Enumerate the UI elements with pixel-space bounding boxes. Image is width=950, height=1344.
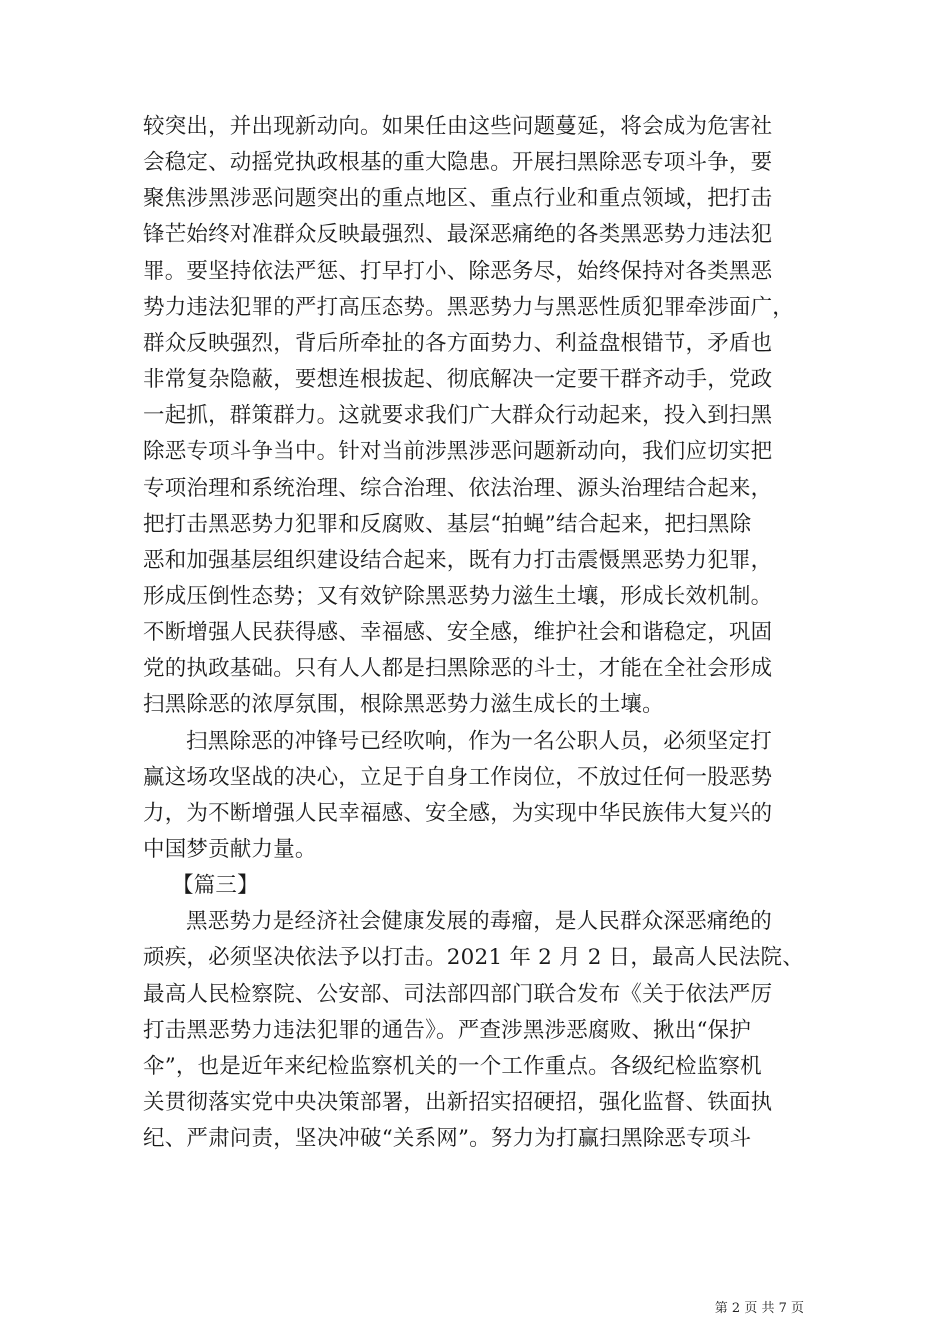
page-number: 第 2 页 共 7 页: [714, 1301, 804, 1316]
text-line: 最高人民检察院、公安部、司法部四部门联合发布《关于依法严厉: [143, 981, 773, 1007]
text-line: 罪。要坚持依法严惩、打早打小、除恶务尽，始终保持对各类黑恶: [143, 258, 773, 284]
text-line: 打击黑恶势力违法犯罪的通告》。严查涉黑涉恶腐败、揪出“保护: [143, 1017, 752, 1043]
text-line: 把打击黑恶势力犯罪和反腐败、基层“拍蝇”结合起来，把扫黑除: [143, 511, 752, 537]
text-line: 中国梦贡献力量。: [143, 837, 317, 862]
text-line: 黑恶势力是经济社会健康发展的毒瘤，是人民群众深恶痛绝的: [186, 909, 772, 935]
text-line: 不断增强人民获得感、幸福感、安全感，维护社会和谐稳定，巩固: [143, 620, 773, 646]
text-line: 纪、严肃问责，坚决冲破“关系网”。努力为打赢扫黑除恶专项斗: [143, 1126, 752, 1152]
text-line: 非常复杂隐蔽，要想连根拔起、彻底解决一定要干群齐动手，党政: [143, 367, 773, 393]
text-line: 会稳定、动摇党执政根基的重大隐患。开展扫黑除恶专项斗争，要: [143, 150, 773, 176]
text-line: 伞”，也是近年来纪检监察机关的一个工作重点。各级纪检监察机: [143, 1053, 762, 1079]
section-heading: 【篇三】: [172, 873, 259, 899]
text-line: 除恶专项斗争当中。针对当前涉黑涉恶问题新动向，我们应切实把: [143, 439, 773, 465]
text-line: 势力违法犯罪的严打高压态势。黑恶势力与黑恶性质犯罪牵涉面广，: [143, 294, 795, 320]
text-line: 力，为不断增强人民幸福感、安全感，为实现中华民族伟大复兴的: [143, 800, 773, 826]
text-line: 顽疾，必须坚决依法予以打击。2021 年 2 月 2 日，最高人民法院、: [143, 945, 804, 971]
text-line: 群众反映强烈，背后所牵扯的各方面势力、利益盘根错节，矛盾也: [143, 330, 773, 356]
text-line: 党的执政基础。只有人人都是扫黑除恶的斗士，才能在全社会形成: [143, 656, 773, 682]
text-line: 扫黑除恶的冲锋号已经吹响，作为一名公职人员，必须坚定打: [186, 728, 772, 754]
text-line: 恶和加强基层组织建设结合起来，既有力打击震慑黑恶势力犯罪，: [143, 547, 773, 573]
text-line: 一起抓，群策群力。这就要求我们广大群众行动起来，投入到扫黑: [143, 403, 773, 429]
text-line: 赢这场攻坚战的决心，立足于自身工作岗位，不放过任何一股恶势: [143, 764, 773, 790]
text-line: 聚焦涉黑涉恶问题突出的重点地区、重点行业和重点领域，把打击: [143, 186, 773, 212]
text-line: 专项治理和系统治理、综合治理、依法治理、源头治理结合起来，: [143, 475, 773, 501]
text-line: 形成压倒性态势；又有效铲除黑恶势力滋生土壤，形成长效机制。: [143, 583, 773, 609]
text-line: 锋芒始终对准群众反映最强烈、最深恶痛绝的各类黑恶势力违法犯: [143, 222, 773, 248]
text-line: 关贯彻落实党中央决策部署，出新招实招硬招，强化监督、铁面执: [143, 1090, 773, 1116]
text-line: 较突出，并出现新动向。如果任由这些问题蔓延，将会成为危害社: [143, 114, 773, 139]
text-line: 扫黑除恶的浓厚氛围，根除黑恶势力滋生成长的土壤。: [143, 692, 664, 718]
